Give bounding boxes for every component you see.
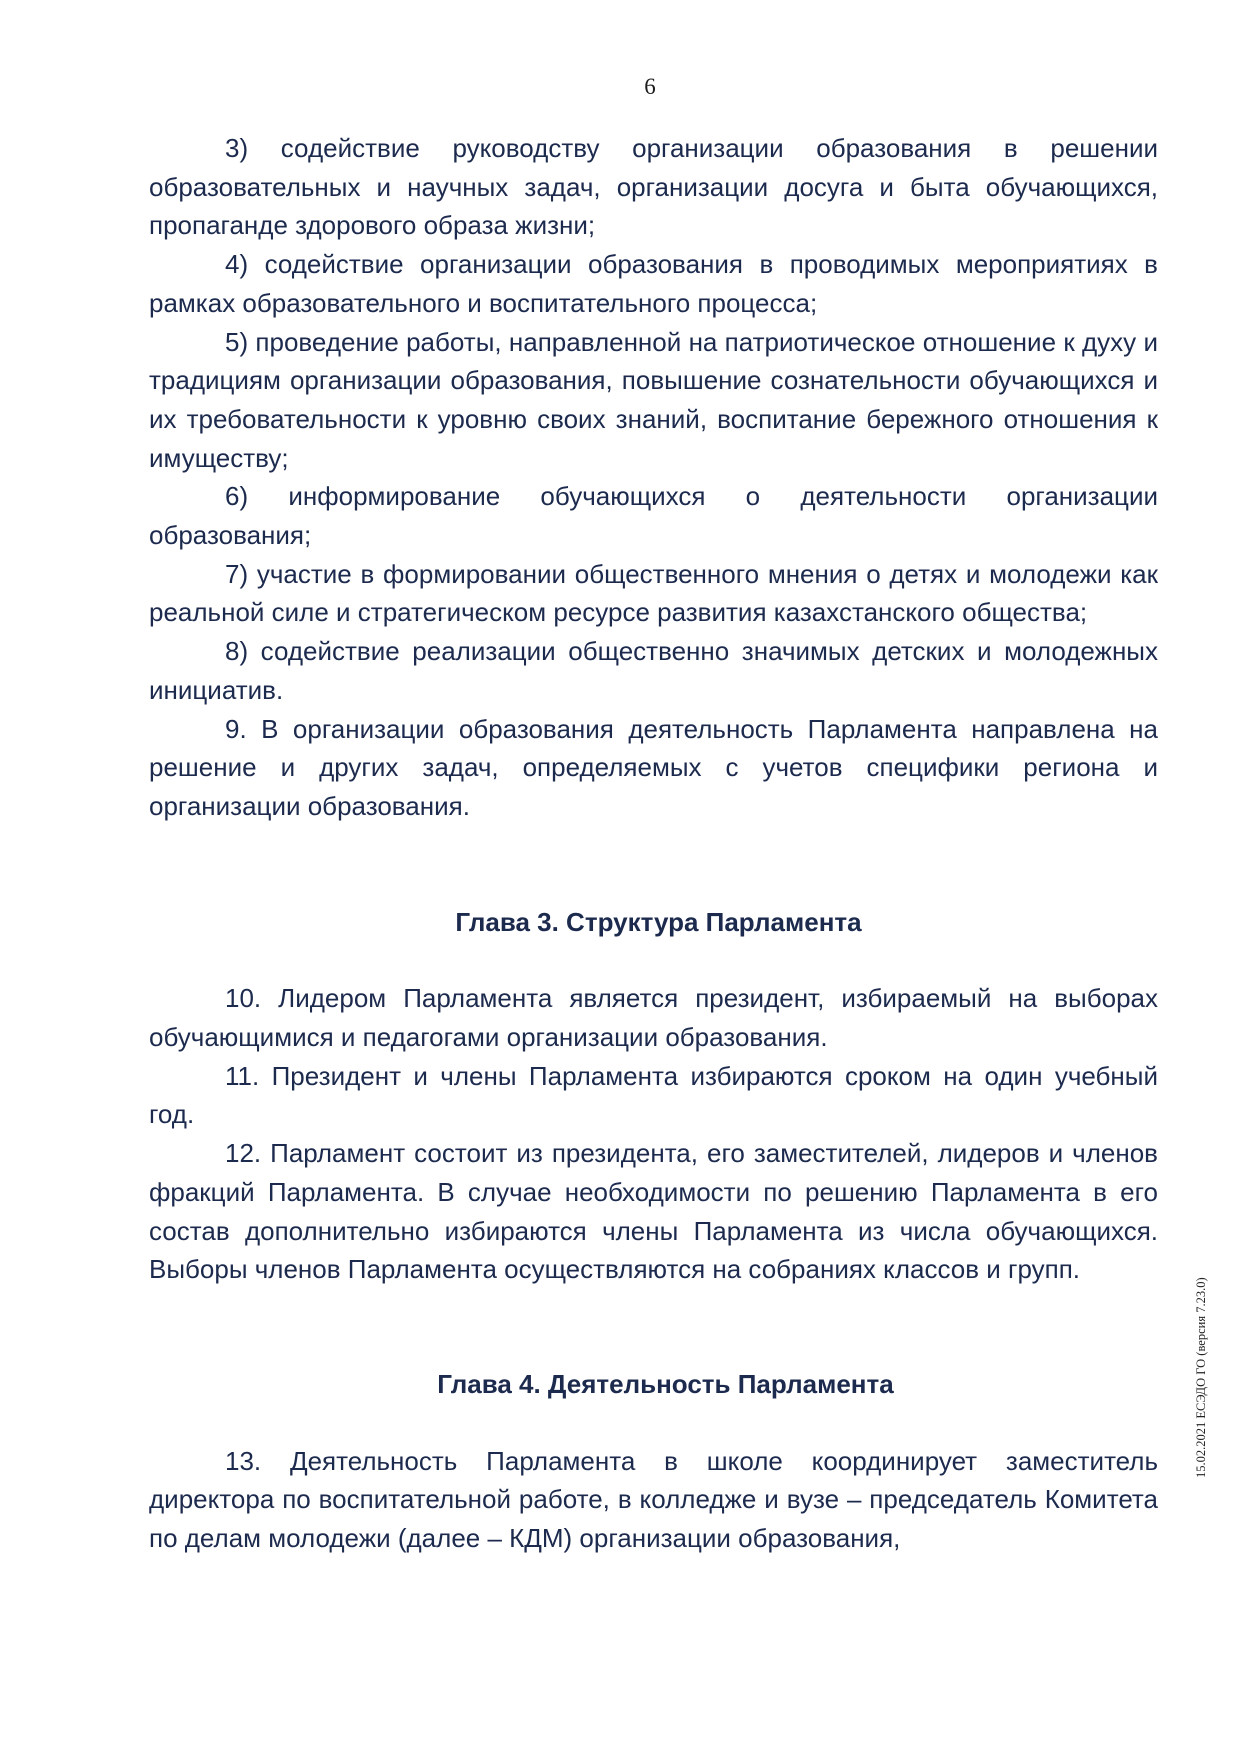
chapter-3-heading: Глава 3. Структура Парламента — [455, 906, 862, 937]
side-stamp: 15.02.2021 ЕСЭДО ГО (версия 7.23.0) — [1194, 1277, 1208, 1478]
paragraph-item-5: 5) проведение работы, направленной на патриотическое отношение к духу и традициям организации образования, повышение сознательности обучающихся и их требовательности к уровню своих знаний, воспитание бережного отношения к имуществу; — [149, 326, 1158, 473]
paragraph-clause-13: 13. Деятельность Парламента в школе координирует заместитель директора по воспитательной работе, в колледже и вузе – председатель Комитета по делам молодежи (далее – КДМ) организации образования, — [149, 1445, 1158, 1554]
paragraph-clause-10: 10. Лидером Парламента является президент, избираемый на выборах обучающимися и педагогами организации образования. — [149, 983, 1158, 1053]
paragraph-item-6: 6) информирование обучающихся о деятельности организации образования; — [149, 481, 1158, 551]
paragraph-clause-12: 12. Парламент состоит из президента, его заместителей, лидеров и членов фракций Парламента. В случае необходимости по решению Парламента в его состав дополнительно избираются члены Парламента из числа обучающихся. Выборы членов Парламента осуществляются на собраниях классов и групп. — [149, 1138, 1158, 1285]
chapter-4-heading: Глава 4. Деятельность Парламента — [437, 1368, 894, 1399]
page-number: 6 — [644, 74, 656, 99]
paragraph-clause-9: 9. В организации образования деятельность Парламента направлена на решение и других задач, определяемых с учетов специфики региона и организации образования. — [149, 713, 1158, 821]
paragraph-clause-11: 11. Президент и члены Парламента избираются сроком на один учебный год. — [149, 1060, 1158, 1130]
paragraph-item-7: 7) участие в формировании общественного мнения о детях и молодежи как реальной силе и стратегическом ресурсе развития казахстанского общества; — [149, 558, 1158, 628]
paragraph-item-3: 3) содействие руководству организации образования в решении образовательных и научных задач, организации досуга и быта обучающихся, пропаганде здорового образа жизни; — [149, 133, 1158, 241]
paragraph-item-4: 4) содействие организации образования в проводимых мероприятиях в рамках образовательного и воспитательного процесса; — [149, 249, 1158, 318]
document-body — [149, 129, 1158, 1558]
paragraph-item-8: 8) содействие реализации общественно значимых детских и молодежных инициатив. — [149, 636, 1158, 705]
